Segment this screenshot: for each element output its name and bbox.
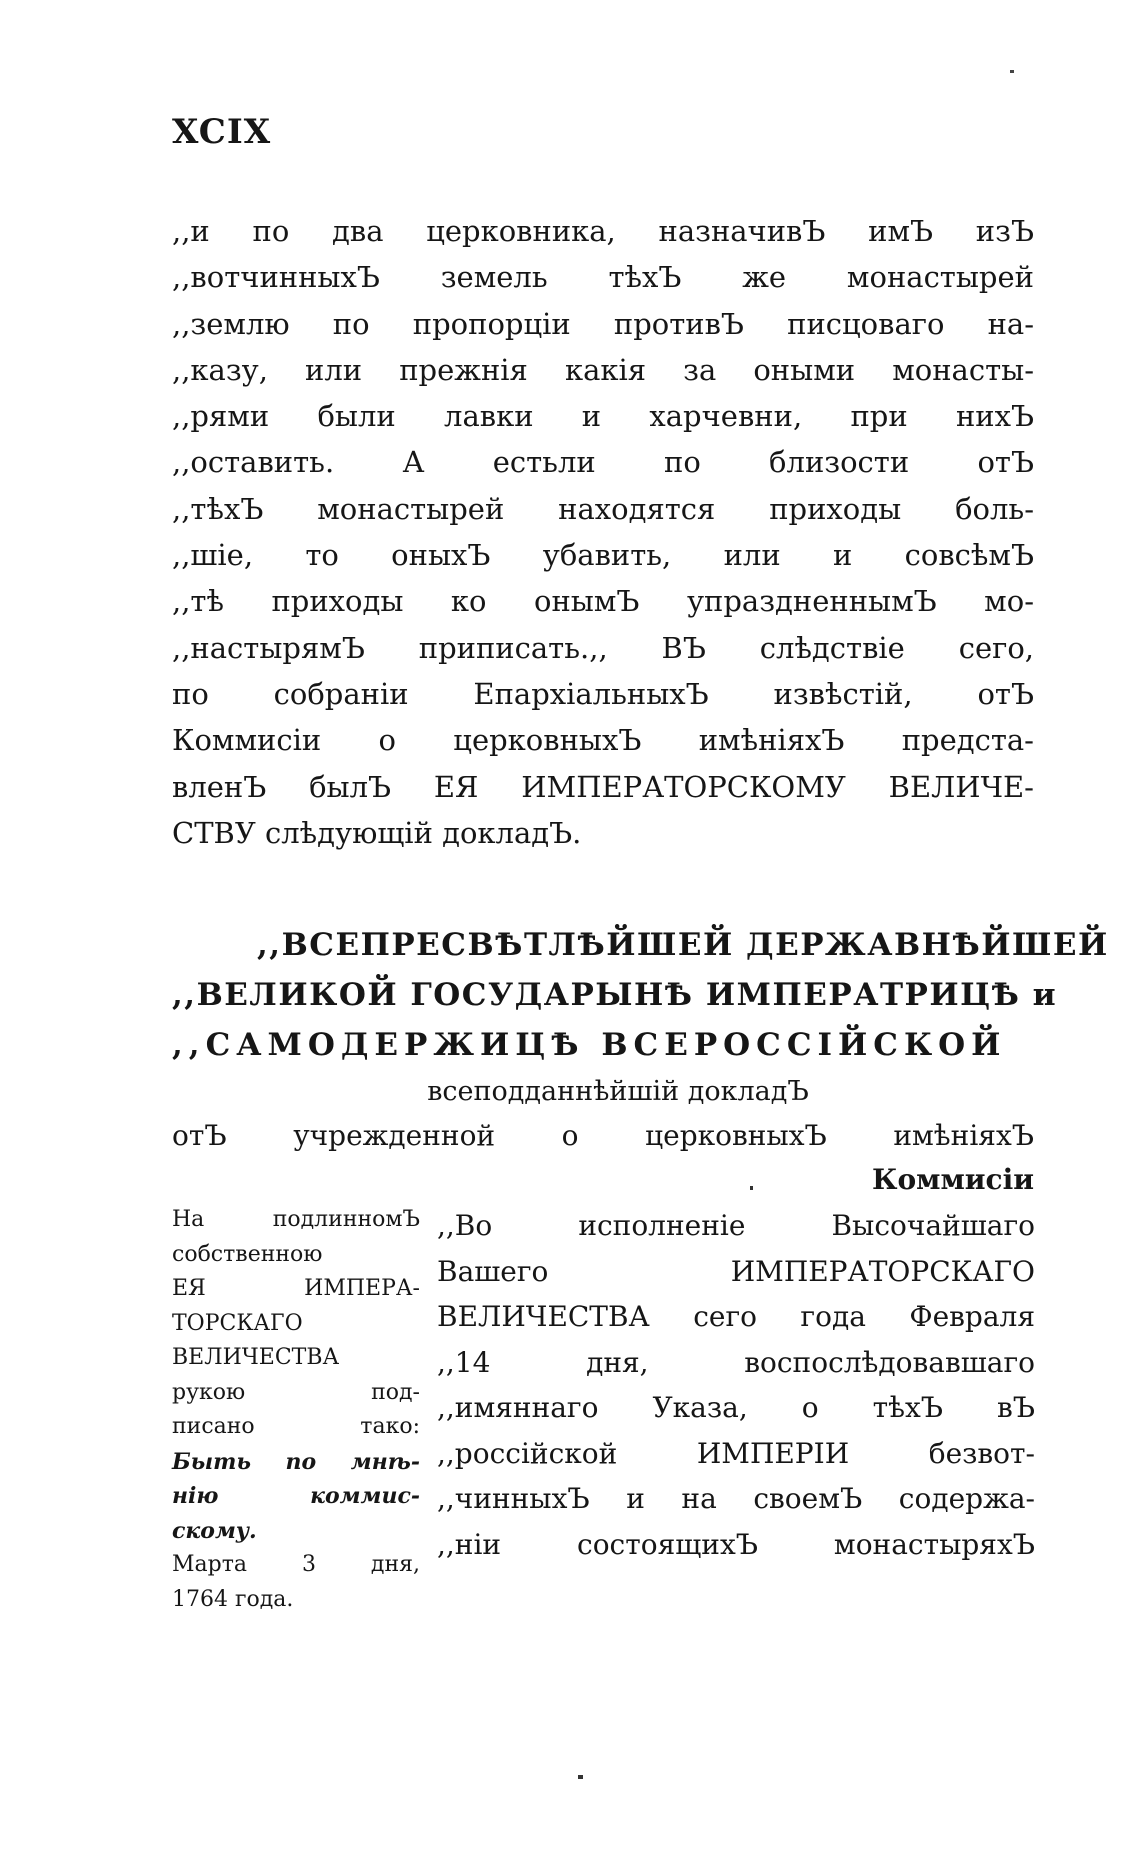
text-line: ,,оставить. А естьли по близости отЪ [172,445,1034,480]
text-line: Коммисіи о церковныхЪ имѣніяхЪ предста- [172,723,1034,758]
text-line: ,,землю по пропорціи противЪ писцоваго на- [172,306,1034,341]
print-speck [578,1775,583,1779]
report-line: ,,имяннаго Указа, о тѣхЪ вЪ [437,1391,1035,1424]
heading-commission: Коммисіи [871,1163,1034,1196]
heading-line-2: ,,ВЕЛИКОЙ ГОСУДАРЫНѢ ИМПЕРАТРИЦѢ и [172,977,1058,1013]
report-line: ,,россійской ИМПЕРІИ безвот- [437,1436,1035,1470]
page-number: XCIX [172,112,272,152]
heading-subtitle: всеподданнѣйшій докладЪ [427,1076,809,1107]
margin-note-line: ЕЯ ИМПЕРА- [172,1276,420,1301]
text-line: ,,тѣ приходы ко онымЪ упраздненнымЪ мо- [172,584,1034,619]
text-line: вленЪ былЪ ЕЯ ИМПЕРАТОРСКОМУ ВЕЛИЧЕ- [172,769,1034,804]
margin-note-line: ВЕЛИЧЕСТВА [172,1345,340,1370]
text-line: ,,и по два церковника, назначивЪ имЪ изЪ [172,214,1034,248]
report-text-block [437,1203,1035,1567]
text-line: по собраніи ЕпархіальныхЪ извѣстій, отЪ [172,676,1034,711]
text-line-last: СТВУ слѣдующій докладЪ. [172,815,582,850]
margin-note-resolution: Быть по мнѣ- [172,1448,420,1475]
report-line: ,,ніи состоящихЪ монастыряхЪ [437,1527,1035,1561]
margin-note-line: рукою под- [172,1379,420,1405]
text-line: ,,казу, или прежнія какія за оными монасты- [172,352,1034,387]
text-line: ,,тѣхЪ монастырей находятся приходы боль- [172,491,1034,526]
margin-note-line: ТОРСКАГО [172,1310,303,1336]
margin-note-resolution: нію коммис- [172,1483,420,1509]
report-line: ВЕЛИЧЕСТВА сего года Февраля [437,1300,1035,1333]
margin-note-line: писано тако: [172,1414,420,1439]
margin-note-resolution: скому. [172,1517,257,1544]
text-line: ,,настырямЪ приписать.,, ВЪ слѣдствіе сего, [172,630,1034,665]
margin-note-line: собственною [172,1241,323,1267]
heading-line-3: ,,САМОДЕРЖИЦѢ ВСЕРОССІЙСКОЙ [172,1027,1007,1063]
heading-line-1: ,,ВСЕПРЕСВѢТЛѢЙШЕЙ ДЕРЖАВНѢЙШЕЙ [257,927,1109,963]
margin-note-date: 1764 года. [172,1586,294,1612]
report-line: Вашего ИМПЕРАТОРСКАГО [437,1254,1035,1288]
main-text-block [172,208,1034,856]
report-line: ,,Во исполненіе Высочайшаго [437,1209,1035,1242]
print-speck [1010,70,1014,73]
text-line: ,,вотчинныхЪ земель тѣхЪ же монастырей [172,260,1034,295]
address-heading [172,920,1109,1202]
margin-note-line: На подлинномЪ [172,1207,420,1232]
report-line: ,,чинныхЪ и на своемЪ содержа- [437,1482,1035,1515]
text-line: ,,шіе, то оныхЪ убавить, или и совсѣмЪ [172,538,1034,573]
margin-note-date: Марта 3 дня, [172,1552,420,1577]
report-line: ,,14 дня, воспослѣдовавшаго [437,1345,1035,1379]
text-line: ,,рями были лавки и харчевни, при нихЪ [172,399,1034,434]
margin-note [172,1203,420,1617]
heading-from-line: отЪ учрежденной о церковныхЪ имѣніяхЪ [172,1119,1034,1152]
print-speck [750,1186,753,1190]
